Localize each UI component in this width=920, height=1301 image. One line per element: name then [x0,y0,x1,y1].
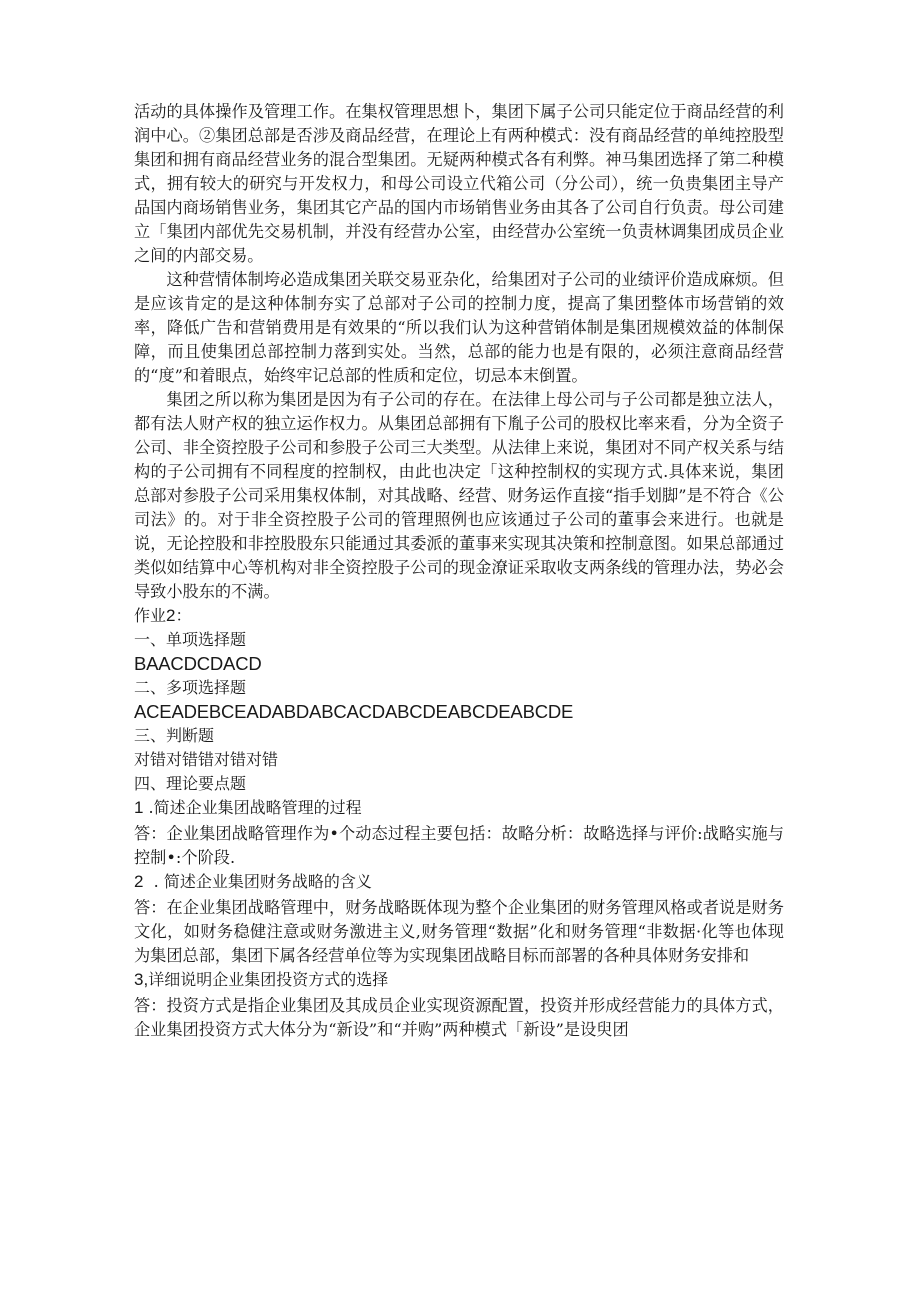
question-3-number: 3, [134,970,149,989]
section-4-title: 四、理论要点题 [134,774,247,793]
answer-2: 答：在企业集团战略管理中，财务战略既体现为整个企业集团的财务管理风格或者说是财务文化，如财务稳健注意或财务激进主义,财务管理“数据”化和财务管理“非数据·化等也体现为集团总部，集团下属各经营单位等为实现集团战略目标而部署的各种具体财务安排和 [134,898,784,965]
question-2-number: 2 [134,872,144,891]
paragraph-3: 集团之所以称为集团是因为有子公司的存在。在法律上母公司与子公司都是独立法人，都有法人财产权的独立运作权力。从集团总部拥有下胤子公司的股权比率来看，分为全资子公司、非全资控股子公司和参股子公司三大类型。从法律上来说，集团对不同产权关系与结构的子公司拥有不同程度的控制权，由此也决定「这种控制权的实现方式.具体来说，集团总部对参股子公司采用集权体制，对其战略、经营、财务运作直接“指手划脚”是不符合《公司法》的。对于非全资控股子公司的管理照例也应该通过子公司的董事会来进行。也就是说，无论控股和非控股股东只能通过其委派的董事来实现其决策和控制意图。如果总部通过类似如结算中心等机构对非全资控股子公司的现金潦证采取收支两条线的管理办法，势必会导致小股东的不满。 [134,390,784,601]
homework-title-colon: ： [175,606,192,625]
paragraph-2: 这种营情体制垮必造成集团关联交易亚杂化，给集团对子公司的业绩评价造成麻烦。但是应该肯定的是这种体制夯实了总部对子公司的控制力度，提高了集团整体市场营销的效率，降低广告和营销费用是有效果的“所以我们认为这种营销体制是集团规模效益的体制保障，而且使集团总部控制力落到实处。当然，总部的能力也是有限的，必须注意商品经营的“度”和着眼点，始终牢记总部的性质和定位，切忌本末倒置。 [134,270,784,385]
homework-title [134,604,784,628]
section-1-answers: BAACDCDACD [134,653,262,674]
homework-title-text: 作业 [134,606,167,625]
section-3-title: 三、判断题 [134,726,215,745]
question-2-text: . 简述企业集团财务战略的含义 [143,872,372,891]
section-3-answers: 对错对错错对错对错 [134,750,279,769]
question-1-number: 1 [134,798,144,817]
question-3-text: 详细说明企业集团投资方式的选择 [148,970,389,989]
document-page [134,100,784,1042]
question-1 [134,796,784,820]
answer-3: 答：投资方式是指企业集团及其成员企业实现资源配置，投资并形成经营能力的具体方式，企业集团投资方式大体分为“新设”和“并购”两种模式「新设”是设臾团 [134,996,784,1039]
answer-1: 答：企业集团战略管理作为•个动态过程主要包括：故略分析：故略选择与评价:战略实施与控制•:个阶段. [134,824,784,867]
section-2-answers: ACEADEBCEADABDABCACDABCDEABCDEABCDE [134,701,574,722]
section-1-title: 一、单项选择题 [134,630,247,649]
section-2-title: 二、多项选择题 [134,678,247,697]
question-3 [134,968,784,992]
homework-title-number: 2 [166,606,176,625]
paragraph-1: 活动的具体操作及管理工作。在集权管理思想卜，集团下属子公司只能定位于商品经营的利润中心。②集团总部是否涉及商品经营，在理论上有两种模式：没有商品经营的单纯控股型集团和拥有商品经营业务的混合型集团。无疑两种模式各有利弊。神马集团选择了第二种模式，拥有较大的研究与开发权力，和母公司设立代箱公司（分公司），统一负贵集团主导产品国内商场销售业务，集团其它产品的国内市场销售业务由其各了公司自行负责。母公司建立「集团内部优先交易机制，并没有经营办公室，由经营办公室统一负责林调集团成员企业之间的内部交易。 [134,102,784,265]
question-1-text: .简述企业集团战略管理的过程 [143,798,362,817]
question-2 [134,870,784,894]
